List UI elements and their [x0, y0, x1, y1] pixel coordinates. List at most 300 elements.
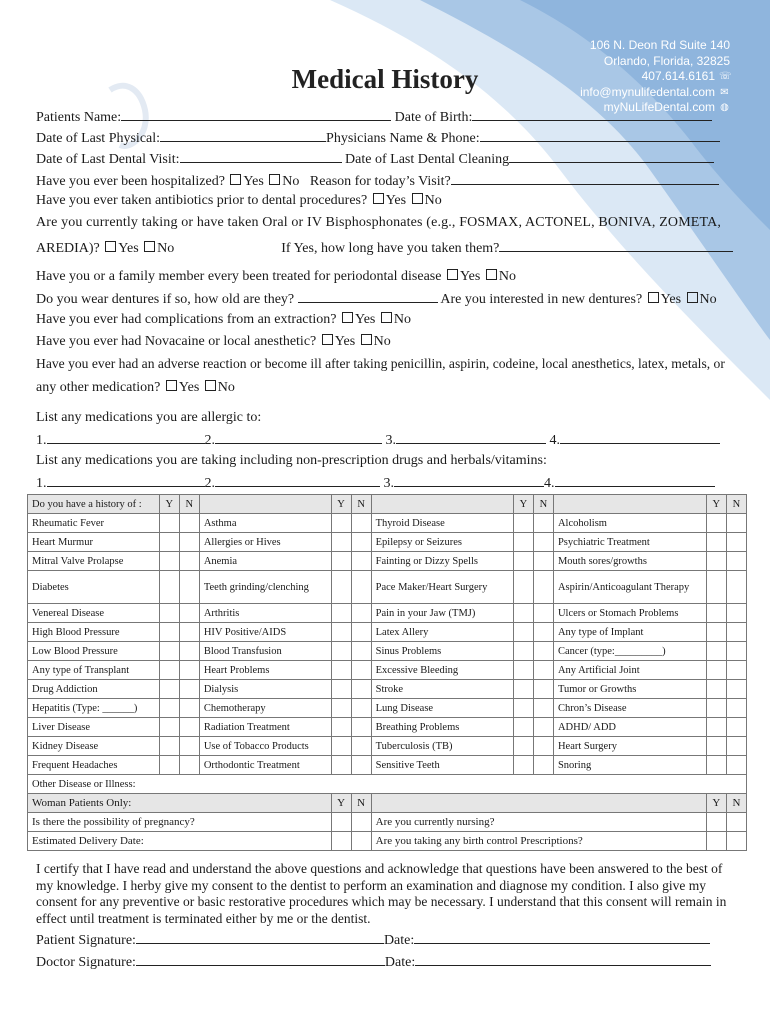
condition-no-cell[interactable] [726, 623, 746, 642]
condition-label: Aspirin/Anticoagulant Therapy [553, 571, 706, 604]
condition-no-cell[interactable] [726, 533, 746, 552]
how-long-field[interactable] [499, 239, 733, 252]
physician-field[interactable] [480, 129, 720, 142]
condition-yes-cell[interactable] [159, 604, 179, 623]
allergy-4-field[interactable] [560, 431, 720, 444]
condition-yes-cell[interactable] [513, 756, 533, 775]
condition-no-cell[interactable] [351, 680, 371, 699]
blank-header [553, 495, 706, 514]
pregnancy-label: Is there the possibility of pregnancy? [28, 813, 332, 832]
condition-yes-cell[interactable] [331, 552, 351, 571]
condition-label: Rheumatic Fever [28, 514, 160, 533]
no-label: No [217, 380, 235, 395]
extraction-line [36, 312, 411, 328]
condition-no-cell[interactable] [179, 699, 199, 718]
allergy-3-field[interactable] [396, 431, 546, 444]
last-physical-field[interactable] [160, 129, 326, 142]
condition-label: Blood Transfusion [199, 642, 331, 661]
condition-no-cell[interactable] [179, 623, 199, 642]
email-icon: ✉ [720, 86, 729, 98]
condition-no-cell[interactable] [179, 533, 199, 552]
condition-label: Pain in your Jaw (TMJ) [371, 604, 513, 623]
condition-no-cell[interactable] [351, 533, 371, 552]
condition-no-cell[interactable] [726, 680, 746, 699]
table-row [28, 756, 747, 775]
no-label: No [424, 193, 442, 208]
condition-no-cell[interactable] [179, 737, 199, 756]
new-dentures-yes-checkbox[interactable] [648, 292, 659, 303]
condition-yes-cell[interactable] [706, 571, 726, 604]
condition-yes-cell[interactable] [706, 533, 726, 552]
condition-no-cell[interactable] [726, 699, 746, 718]
table-row [28, 737, 747, 756]
adverse-yes-checkbox[interactable] [166, 380, 177, 391]
item-number: 1. [36, 476, 47, 491]
patient-signature-field[interactable] [136, 931, 384, 944]
patient-name-line [36, 108, 712, 126]
condition-yes-cell[interactable] [513, 533, 533, 552]
delivery-label: Estimated Delivery Date: [28, 832, 332, 851]
condition-label: Sensitive Teeth [371, 756, 513, 775]
condition-yes-cell[interactable] [513, 623, 533, 642]
condition-yes-cell[interactable] [331, 604, 351, 623]
condition-yes-cell[interactable] [159, 623, 179, 642]
bisphos-yes-checkbox[interactable] [105, 241, 116, 252]
yes-label: Yes [243, 174, 264, 189]
yes-label: Yes [118, 241, 139, 256]
extraction-no-checkbox[interactable] [381, 312, 392, 323]
condition-no-cell[interactable] [533, 756, 553, 775]
condition-yes-cell[interactable] [159, 699, 179, 718]
condition-no-cell[interactable] [351, 642, 371, 661]
taking-3-field[interactable] [394, 474, 544, 487]
yes-label: Yes [459, 269, 481, 284]
condition-yes-cell[interactable] [331, 680, 351, 699]
condition-no-cell[interactable] [351, 699, 371, 718]
n-header: N [351, 794, 371, 813]
condition-no-cell[interactable] [533, 552, 553, 571]
condition-no-cell[interactable] [726, 514, 746, 533]
page-title: Medical History [291, 64, 479, 94]
blank-header [199, 495, 331, 514]
last-dental-visit-field[interactable] [180, 150, 342, 163]
condition-label: Chemotherapy [199, 699, 331, 718]
table-row [28, 661, 747, 680]
delivery-yes-cell[interactable] [331, 832, 351, 851]
adverse-line-2 [36, 380, 235, 396]
condition-label: Liver Disease [28, 718, 160, 737]
condition-no-cell[interactable] [533, 604, 553, 623]
condition-no-cell[interactable] [179, 680, 199, 699]
item-number: 1. [36, 433, 47, 448]
dental-visit-line [36, 150, 714, 168]
condition-yes-cell[interactable] [331, 737, 351, 756]
periodontal-yes-checkbox[interactable] [447, 269, 458, 280]
bisphos-label: Are you currently taking or have taken Oral or IV Bisphosphonates (e.g., FOSMAX, ACTONEL, BONIVA, ZOMETA, [36, 215, 721, 230]
new-dentures-label: Are you interested in new dentures? [440, 292, 643, 307]
condition-yes-cell[interactable] [331, 718, 351, 737]
doctor-signature-line [36, 953, 711, 971]
dentures-field[interactable] [298, 290, 438, 303]
birth-control-label: Are you taking any birth control Prescriptions? [371, 832, 706, 851]
no-label: No [157, 241, 175, 256]
allergic-fields [36, 431, 720, 449]
taking-2-field[interactable] [215, 474, 380, 487]
condition-no-cell[interactable] [533, 623, 553, 642]
hospitalized-yes-checkbox[interactable] [230, 174, 241, 185]
condition-label: Chron’s Disease [553, 699, 706, 718]
condition-label: Epilepsy or Seizures [371, 533, 513, 552]
address-line-1: 106 N. Deon Rd Suite 140 [589, 38, 730, 52]
no-label: No [393, 312, 411, 327]
condition-label: Cancer (type:_________) [553, 642, 706, 661]
condition-no-cell[interactable] [351, 756, 371, 775]
condition-label: Pace Maker/Heart Surgery [371, 571, 513, 604]
item-number: 3. [385, 433, 396, 448]
hospitalized-label: Have you ever been hospitalized? [36, 174, 225, 189]
condition-label: Snoring [553, 756, 706, 775]
no-label: No [498, 269, 516, 284]
adverse-label-2: any other medication? [36, 380, 161, 395]
condition-yes-cell[interactable] [159, 514, 179, 533]
yes-label: Yes [334, 334, 356, 349]
condition-label: Drug Addiction [28, 680, 160, 699]
dob-field[interactable] [472, 108, 712, 121]
condition-yes-cell[interactable] [706, 756, 726, 775]
condition-no-cell[interactable] [726, 604, 746, 623]
yes-label: Yes [178, 380, 200, 395]
condition-label: Kidney Disease [28, 737, 160, 756]
condition-no-cell[interactable] [533, 533, 553, 552]
condition-yes-cell[interactable] [159, 680, 179, 699]
new-dentures-no-checkbox[interactable] [687, 292, 698, 303]
allergy-1-field[interactable] [47, 431, 205, 444]
condition-no-cell[interactable] [533, 661, 553, 680]
y-header: Y [331, 794, 351, 813]
condition-yes-cell[interactable] [513, 661, 533, 680]
last-cleaning-field[interactable] [509, 150, 714, 163]
n-header: N [533, 495, 553, 514]
adverse-no-checkbox[interactable] [205, 380, 216, 391]
condition-yes-cell[interactable] [331, 699, 351, 718]
condition-label: Radiation Treatment [199, 718, 331, 737]
condition-label: Frequent Headaches [28, 756, 160, 775]
table-row [28, 718, 747, 737]
bisphos-no-checkbox[interactable] [144, 241, 155, 252]
condition-yes-cell[interactable] [159, 533, 179, 552]
condition-no-cell[interactable] [533, 718, 553, 737]
antibiotics-no-checkbox[interactable] [412, 193, 423, 204]
condition-yes-cell[interactable] [331, 533, 351, 552]
reason-field[interactable] [451, 172, 719, 185]
condition-no-cell[interactable] [726, 756, 746, 775]
condition-label: Teeth grinding/clenching [199, 571, 331, 604]
condition-label: Alcoholism [553, 514, 706, 533]
condition-label: Sinus Problems [371, 642, 513, 661]
novacaine-label: Have you ever had Novacaine or local anesthetic? [36, 334, 317, 349]
condition-yes-cell[interactable] [513, 642, 533, 661]
condition-label: Stroke [371, 680, 513, 699]
condition-label: Low Blood Pressure [28, 642, 160, 661]
pregnancy-yes-cell[interactable] [331, 813, 351, 832]
email-text: info@mynulifedental.com [580, 84, 715, 99]
hospitalized-line [36, 172, 719, 190]
condition-label: Arthritis [199, 604, 331, 623]
address-line-2: Orlando, Florida, 32825 [603, 53, 730, 68]
condition-no-cell[interactable] [351, 661, 371, 680]
condition-no-cell[interactable] [726, 661, 746, 680]
condition-yes-cell[interactable] [706, 699, 726, 718]
condition-yes-cell[interactable] [513, 571, 533, 604]
yes-label: Yes [385, 193, 407, 208]
delivery-no-cell[interactable] [351, 832, 371, 851]
n-header: N [351, 495, 371, 514]
date-label: Date: [383, 933, 415, 948]
table-row [28, 813, 747, 832]
condition-no-cell[interactable] [533, 642, 553, 661]
patient-name-label: Patients Name: [36, 110, 122, 125]
extraction-yes-checkbox[interactable] [342, 312, 353, 323]
allergy-2-field[interactable] [215, 431, 382, 444]
condition-yes-cell[interactable] [159, 718, 179, 737]
item-number: 2. [204, 476, 215, 491]
taking-heading: List any medications you are taking including non-prescription drugs and herbals/vitamins: [36, 453, 547, 468]
physician-label: Physicians Name & Phone: [326, 131, 480, 146]
birth-control-no-cell[interactable] [726, 832, 746, 851]
condition-label: Tumor or Growths [553, 680, 706, 699]
date-label: Date: [384, 955, 416, 970]
condition-yes-cell[interactable] [159, 756, 179, 775]
condition-no-cell[interactable] [351, 514, 371, 533]
condition-no-cell[interactable] [179, 604, 199, 623]
condition-yes-cell[interactable] [513, 604, 533, 623]
nursing-yes-cell[interactable] [706, 813, 726, 832]
condition-yes-cell[interactable] [331, 756, 351, 775]
condition-yes-cell[interactable] [159, 661, 179, 680]
condition-yes-cell[interactable] [706, 737, 726, 756]
condition-label: Dialysis [199, 680, 331, 699]
condition-no-cell[interactable] [533, 680, 553, 699]
how-long-label: If Yes, how long have you taken them? [281, 241, 500, 256]
condition-label: Anemia [199, 552, 331, 571]
condition-label: Allergies or Hives [199, 533, 331, 552]
table-row [28, 699, 747, 718]
doctor-signature-field[interactable] [136, 953, 385, 966]
taking-1-field[interactable] [47, 474, 205, 487]
condition-label: Diabetes [28, 571, 160, 604]
condition-no-cell[interactable] [179, 514, 199, 533]
table-row [28, 571, 747, 604]
adverse-label: Have you ever had an adverse reaction or become ill after taking penicillin, aspirin, codeine, local anesthetics, latex, metals, or [36, 356, 725, 371]
history-table [27, 494, 747, 851]
condition-no-cell[interactable] [179, 552, 199, 571]
last-dental-visit-label: Date of Last Dental Visit: [36, 152, 180, 167]
condition-no-cell[interactable] [533, 737, 553, 756]
condition-label: Latex Allery [371, 623, 513, 642]
condition-label: Heart Surgery [553, 737, 706, 756]
condition-yes-cell[interactable] [706, 604, 726, 623]
y-header: Y [159, 495, 179, 514]
condition-label: Heart Murmur [28, 533, 160, 552]
y-header: Y [513, 495, 533, 514]
condition-label: Fainting or Dizzy Spells [371, 552, 513, 571]
table-row [28, 642, 747, 661]
condition-yes-cell[interactable] [513, 737, 533, 756]
condition-yes-cell[interactable] [706, 680, 726, 699]
y-header: Y [706, 794, 726, 813]
antibiotics-label: Have you ever taken antibiotics prior to dental procedures? [36, 193, 368, 208]
item-number: 3. [383, 476, 394, 491]
condition-yes-cell[interactable] [331, 623, 351, 642]
condition-no-cell[interactable] [726, 642, 746, 661]
doctor-date-field[interactable] [415, 953, 711, 966]
condition-yes-cell[interactable] [331, 642, 351, 661]
history-header: Do you have a history of : [28, 495, 160, 514]
condition-yes-cell[interactable] [513, 699, 533, 718]
condition-yes-cell[interactable] [706, 661, 726, 680]
condition-yes-cell[interactable] [159, 552, 179, 571]
taking-fields [36, 474, 715, 492]
pregnancy-no-cell[interactable] [351, 813, 371, 832]
other-illness-row [28, 775, 747, 794]
condition-yes-cell[interactable] [159, 571, 179, 604]
condition-no-cell[interactable] [726, 552, 746, 571]
y-header: Y [331, 495, 351, 514]
condition-no-cell[interactable] [533, 699, 553, 718]
allergic-heading: List any medications you are allergic to: [36, 410, 262, 425]
hospitalized-no-checkbox[interactable] [269, 174, 280, 185]
condition-yes-cell[interactable] [513, 680, 533, 699]
patient-name-field[interactable] [121, 108, 391, 121]
novacaine-yes-checkbox[interactable] [322, 334, 333, 345]
antibiotics-line [36, 193, 442, 209]
table-row [28, 832, 747, 851]
condition-label: Any Artificial Joint [553, 661, 706, 680]
condition-yes-cell[interactable] [706, 623, 726, 642]
novacaine-no-checkbox[interactable] [361, 334, 372, 345]
condition-no-cell[interactable] [726, 737, 746, 756]
condition-label: Use of Tobacco Products [199, 737, 331, 756]
condition-no-cell[interactable] [351, 604, 371, 623]
reason-label: Reason for today’s Visit? [309, 174, 451, 189]
history-header-row [28, 495, 747, 514]
condition-no-cell[interactable] [351, 718, 371, 737]
consent-paragraph: I certify that I have read and understand the above questions and acknowledge that questions have been answered to the best of my knowledge. I herby give my consent to the dentist to perform an examination and diagnose my condition. I also give my consent for any preventive or basic restorative procedures which may be necessary. I understand that this consent will remain in effect until treatment is terminated either by me or the dentist. [36, 861, 727, 926]
condition-label: Mouth sores/growths [553, 552, 706, 571]
blank-header [371, 495, 513, 514]
nursing-no-cell[interactable] [726, 813, 746, 832]
yes-label: Yes [660, 292, 682, 307]
novacaine-line [36, 334, 391, 350]
condition-label: HIV Positive/AIDS [199, 623, 331, 642]
condition-no-cell[interactable] [726, 571, 746, 604]
yes-label: Yes [355, 312, 376, 327]
condition-yes-cell[interactable] [706, 552, 726, 571]
condition-yes-cell[interactable] [159, 737, 179, 756]
last-physical-label: Date of Last Physical: [36, 131, 161, 146]
n-header: N [179, 495, 199, 514]
condition-label: Ulcers or Stomach Problems [553, 604, 706, 623]
condition-no-cell[interactable] [351, 737, 371, 756]
condition-yes-cell[interactable] [706, 718, 726, 737]
woman-header-row [28, 794, 747, 813]
nursing-label: Are you currently nursing? [371, 813, 706, 832]
table-row [28, 623, 747, 642]
condition-no-cell[interactable] [351, 552, 371, 571]
dentures-line [36, 290, 717, 308]
doctor-signature-label: Doctor Signature: [36, 955, 136, 970]
condition-no-cell[interactable] [351, 623, 371, 642]
condition-yes-cell[interactable] [513, 718, 533, 737]
condition-label: Asthma [199, 514, 331, 533]
birth-control-yes-cell[interactable] [706, 832, 726, 851]
periodontal-line [36, 269, 516, 285]
condition-yes-cell[interactable] [331, 661, 351, 680]
condition-yes-cell[interactable] [513, 514, 533, 533]
condition-label: ADHD/ ADD [553, 718, 706, 737]
woman-header-blank [371, 794, 706, 813]
patient-signature-label: Patient Signature: [36, 933, 136, 948]
bisphos-line-2 [36, 239, 733, 257]
periodontal-label: Have you or a family member every been treated for periodontal disease [36, 269, 442, 284]
condition-label: Any type of Implant [553, 623, 706, 642]
bisphos-line [36, 215, 721, 231]
adverse-line [36, 356, 725, 372]
condition-no-cell[interactable] [179, 756, 199, 775]
condition-no-cell[interactable] [179, 571, 199, 604]
dob-label: Date of Birth: [394, 110, 473, 125]
condition-yes-cell[interactable] [513, 552, 533, 571]
condition-no-cell[interactable] [179, 642, 199, 661]
condition-no-cell[interactable] [726, 718, 746, 737]
condition-yes-cell[interactable] [331, 514, 351, 533]
condition-no-cell[interactable] [179, 661, 199, 680]
other-illness-label[interactable]: Other Disease or Illness: [28, 775, 747, 794]
no-label: No [373, 334, 391, 349]
condition-label: Excessive Bleeding [371, 661, 513, 680]
condition-label: Mitral Valve Prolapse [28, 552, 160, 571]
patient-date-field[interactable] [414, 931, 710, 944]
condition-label: Hepatitis (Type: ______) [28, 699, 160, 718]
condition-label: Heart Problems [199, 661, 331, 680]
dentures-label: Do you wear dentures if so, how old are they? [36, 292, 295, 307]
condition-no-cell[interactable] [533, 571, 553, 604]
phone-icon: ☏ [719, 71, 732, 82]
y-header: Y [706, 495, 726, 514]
condition-label: Orthodontic Treatment [199, 756, 331, 775]
table-row [28, 552, 747, 571]
condition-no-cell[interactable] [179, 718, 199, 737]
item-number: 2. [204, 433, 215, 448]
table-row [28, 533, 747, 552]
taking-4-field[interactable] [555, 474, 715, 487]
condition-label: Venereal Disease [28, 604, 160, 623]
patient-signature-line [36, 931, 710, 949]
condition-yes-cell[interactable] [331, 571, 351, 604]
no-label: No [282, 174, 300, 189]
condition-yes-cell[interactable] [706, 642, 726, 661]
globe-icon: ◍ [720, 102, 729, 113]
woman-header: Woman Patients Only: [28, 794, 332, 813]
condition-yes-cell[interactable] [159, 642, 179, 661]
condition-yes-cell[interactable] [706, 514, 726, 533]
periodontal-no-checkbox[interactable] [486, 269, 497, 280]
antibiotics-yes-checkbox[interactable] [373, 193, 384, 204]
table-row [28, 680, 747, 699]
condition-no-cell[interactable] [533, 514, 553, 533]
condition-no-cell[interactable] [351, 571, 371, 604]
condition-label: Psychiatric Treatment [553, 533, 706, 552]
